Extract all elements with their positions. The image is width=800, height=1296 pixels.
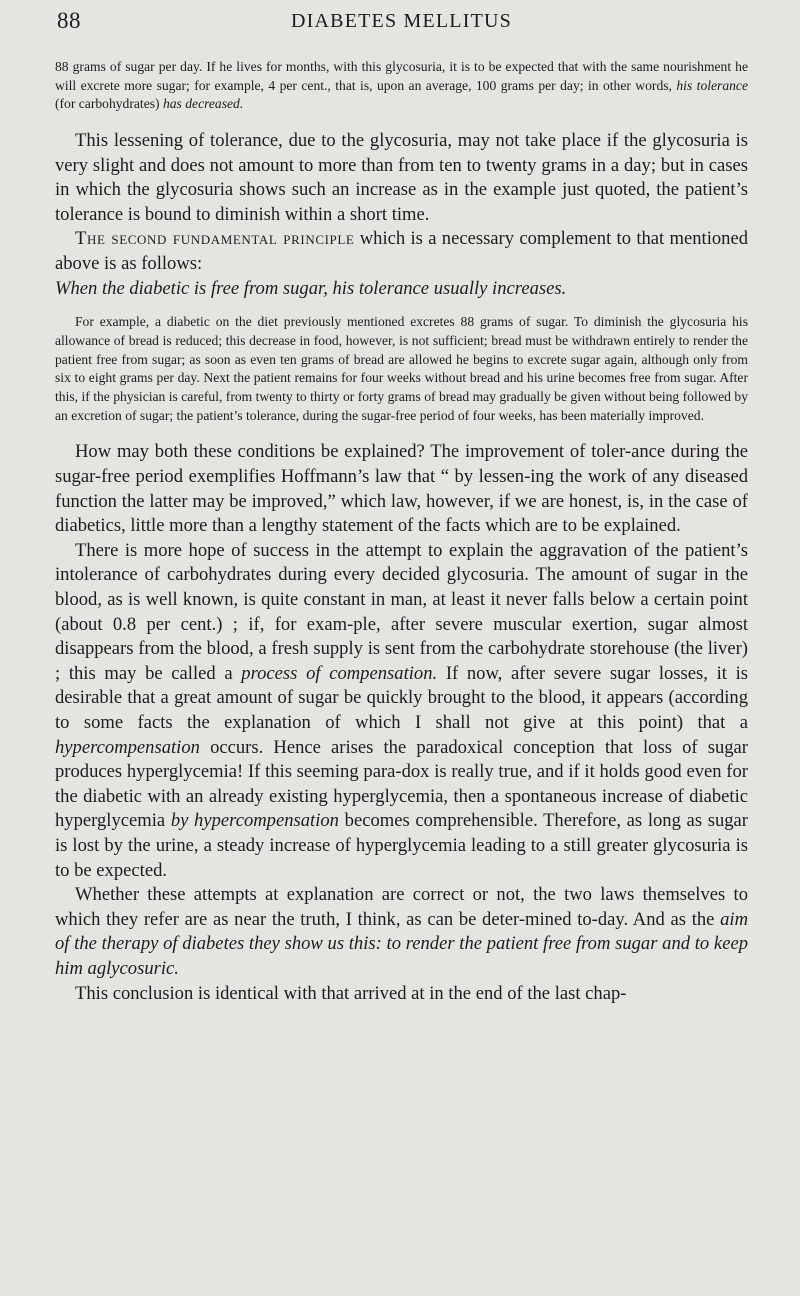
paragraph-text: (for carbohydrates): [55, 96, 163, 112]
emphasis-text: aim of the therapy of diabetes they show us this: to render the patient free from sugar and to keep him aglycosuric.: [55, 908, 748, 979]
small-caps-heading: The second fundamental principle: [75, 228, 355, 250]
paragraph-tolerance-lessening: This lessening of tolerance, due to the glycosuria, may not take place if the glycosuria is very slight and does not amount to more than from ten to twenty grams in a day; but in cases in which the glycosuria shows such an increase as in the example just quoted, the patient’s tolerance is bound to diminish within a short time.: [55, 130, 748, 225]
paragraph-therapy-aim: [55, 883, 748, 981]
paragraph-explanation: How may both these conditions be explained? The improvement of toler-ance during the sugar-free period exemplifies Hoffmann’s law that “ by lessen-ing the work of any diseased function the latter may be improved,” which law, however, if we are honest, is, in the case of diabetics, little more than a lengthy statement of the facts which are to be explained.: [55, 441, 748, 537]
page-title: DIABETES MELLITUS: [291, 10, 512, 32]
paragraph-compensation: [55, 539, 748, 883]
paragraph-continued-example: [55, 58, 748, 114]
emphasis-text: process of compensation.: [241, 662, 438, 684]
emphasis-text: hypercompensation: [55, 736, 200, 758]
paragraph-conclusion: This conclusion is identical with that arrived at in the end of the last chap-: [75, 982, 627, 1004]
paragraph-text: There is more hope of success in the attempt to explain the aggravation of the patient’s intolerance of carbohydrates during every decided glycosuria. The amount of sugar in the blood, as is well known, is quite constant in man, at least it never falls below a certain point (about 0.8 per cent.) ; if, for exam-ple, after severe muscular exertion, sugar almost disappears from the blood, a fresh supply is sent from the carbohydrate storehouse (the liver) ; this may be called a: [55, 539, 748, 684]
emphasis-text: has decreased.: [162, 96, 244, 112]
emphasis-text: by hypercompensation: [170, 810, 339, 832]
principle-statement: [55, 277, 748, 302]
paragraph-second-principle: [55, 227, 748, 276]
paragraph-text: Whether these attempts at explanation are correct or not, the two laws themselves to which they refer are as near the truth, I think, as can be deter-mined to-day. And as the: [55, 884, 748, 930]
paragraph-text: which is a necessary complement to that mentioned above is as follows:: [55, 228, 749, 275]
principle-text: When the diabetic is free from sugar, his tolerance usually increases.: [55, 277, 567, 299]
paragraph-example: For example, a diabetic on the diet previously mentioned excretes 88 grams of sugar. To diminish the glycosuria his allowance of bread is reduced; this decrease in food, however, is not sufficient; bread must be withdrawn entirely to render the patient free from sugar; as soon as even ten grams of bread are allowed he begins to excrete sugar again, although only from six to eight grams per day. Next the patient remains for four weeks without bread and his urine becomes free from sugar. After this, if the physician is careful, from twenty to thirty or forty grams of bread may gradually be given without being followed by an excretion of sugar; the patient’s tolerance, during the sugar-free period of four weeks, has been materially improved.: [55, 314, 748, 423]
paragraph-text: If now, after severe sugar losses, it is desirable that a great amount of sugar be quickly brought to the blood, it appears (according to some facts the explanation of which I shall not give at this point) that a: [55, 662, 748, 734]
paragraph-text: becomes comprehensible. Therefore, as long as sugar is lost by the urine, a steady increase of hyperglycemia leading to a still greater glycosuria is to be expected.: [55, 810, 748, 881]
emphasis-text: his tolerance: [676, 77, 748, 93]
running-head: [55, 8, 748, 48]
paragraph-text: 88 grams of sugar per day. If he lives for months, with this glycosuria, it is to be expected that with the same nourishment he will excrete more sugar; for example, 4 per cent., that is, upon an average, 100 grams per day; in other words,: [55, 59, 748, 93]
page-number: 88: [57, 8, 81, 33]
paragraph-text: occurs. Hence arises the paradoxical conception that loss of sugar produces hyperglycemia! If this seeming para-dox is really true, and if it holds good even for the diabetic with an already existing hyperglycemia, then a spontaneous increase of diabetic hyperglycemia: [55, 736, 748, 832]
